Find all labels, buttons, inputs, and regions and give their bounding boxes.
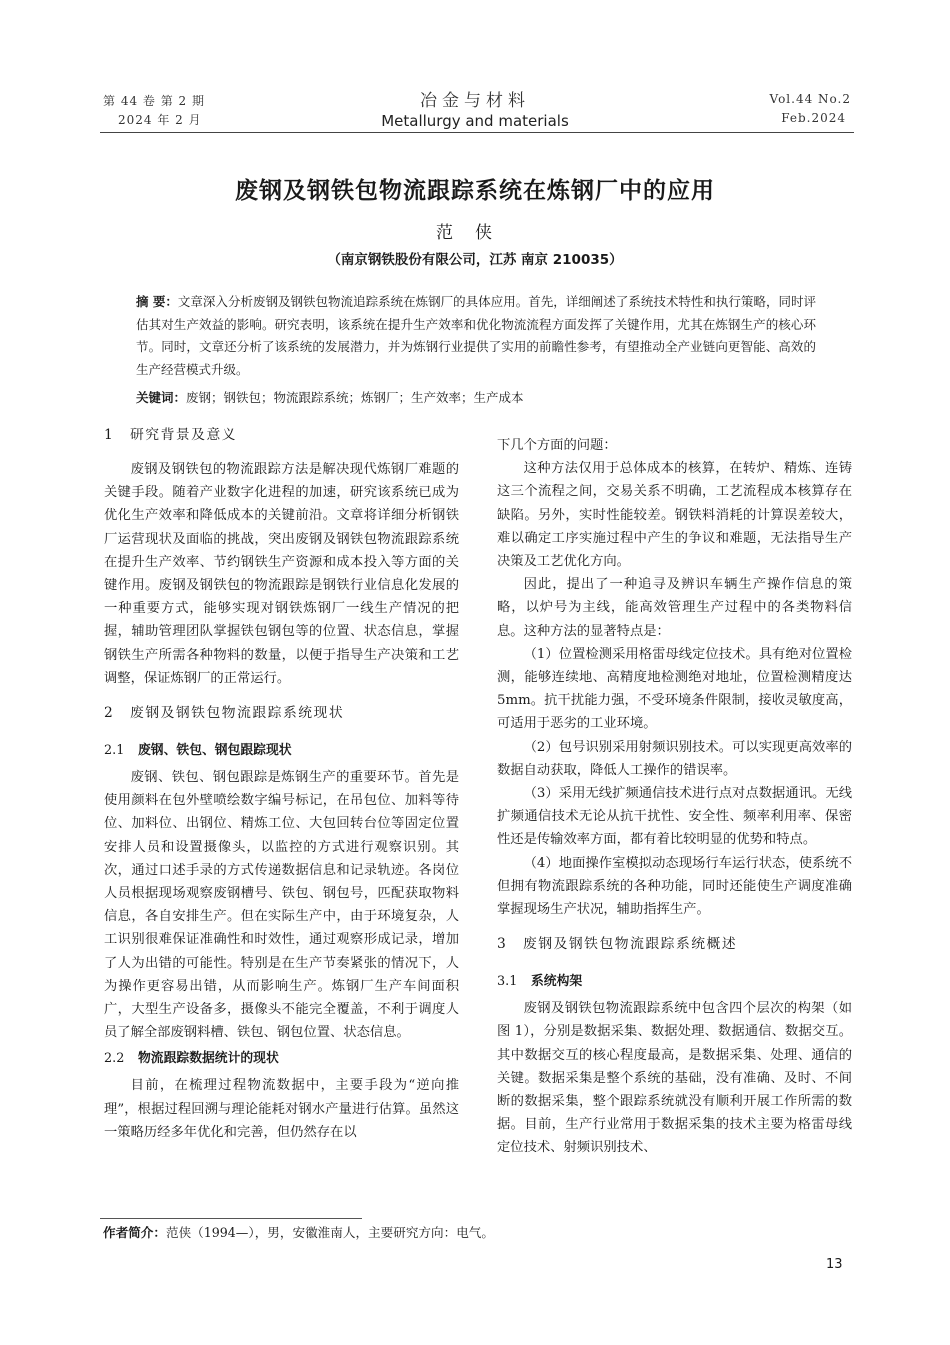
paragraph: （3）采用无线扩频通信技术进行点对点数据通讯。无线扩频通信技术无论从抗干扰性、安全性、频率利用率、保密性还是传输效率方面，都有着比较明显的优势和特点。 — [497, 786, 852, 848]
section-heading: 3 废钢及钢铁包物流跟踪系统概述 — [497, 936, 738, 953]
abstract-label: 摘 要： — [136, 294, 178, 309]
date-cn: 2024 年 2 月 — [118, 113, 202, 127]
paragraph: 这种方法仅用于总体成本的核算，在转炉、精炼、连铸这三个流程之间，交易关系不明确，工艺流程成本核算存在缺陷。另外，实时性能较差。钢铁料消耗的计算误差较大，难以确定工序实施过程中产生的争议和难题，无法指导生产决策及工艺优化方向。 — [497, 461, 852, 570]
journal-name-cn: 冶金与材料 — [420, 91, 530, 111]
keywords-label: 关键词： — [136, 390, 187, 405]
paragraph: 目前，在梳理过程物流数据中，主要手段为“逆向推理”，根据过程回溯与理论能耗对钢水产量进行估算。虽然这一策略历经多年优化和完善，但仍然存在以 — [104, 1078, 459, 1140]
paragraph: （2）包号识别采用射频识别技术。可以实现更高效率的数据自动获取，降低人工操作的错误率。 — [497, 739, 852, 778]
footnote-text: 范侠（1994—），男，安徽淮南人，主要研究方向：电气。 — [165, 1225, 494, 1240]
subsection-heading: 2.1 废钢、铁包、钢包跟踪现状 — [104, 743, 292, 759]
date-en: Feb.2024 — [781, 111, 846, 125]
abstract — [136, 291, 816, 381]
paragraph: 下几个方面的问题： — [497, 438, 617, 453]
footnote-rule — [100, 1218, 362, 1219]
footnote-label: 作者简介： — [103, 1225, 166, 1240]
author-name: 范侠 — [436, 223, 514, 243]
paragraph: 废钢及钢铁包物流跟踪系统中包含四个层次的构架（如图 1），分别是数据采集、数据处理、数据通信、数据交互。其中数据交互的核心程度最高，是数据采集、处理、通信的关键。数据采集是整个系统的基础，没有准确、及时、不间断的数据采集，整个跟踪系统就没有顺利开展工作所需的数据。目前，生产行业常用于数据采集的技术主要为格雷母线定位技术、射频识别技术、 — [497, 1001, 852, 1156]
subsection-heading: 2.2 物流跟踪数据统计的现状 — [104, 1051, 279, 1067]
paragraph: （1）位置检测采用格雷母线定位技术。具有绝对位置检测，能够连续地、高精度地检测绝对地址，位置检测精度达 5mm。抗干扰能力强，不受环境条件限制，接收灵敏度高，可适用于恶劣的工业环境。 — [497, 646, 852, 732]
subsection-heading: 3.1 系统构架 — [497, 974, 583, 990]
volume-issue-en: Vol.44 No.2 — [769, 92, 851, 106]
right-column — [497, 434, 852, 1160]
section-heading: 1 研究背景及意义 — [104, 427, 238, 443]
paragraph: 废钢及钢铁包的物流跟踪方法是解决现代炼钢厂难题的关键手段。随着产业数字化进程的加速，研究该系统已成为优化生产效率和降低成本的关键前沿。文章将详细分析钢铁厂运营现状及面临的挑战，突出废钢及钢铁包物流跟踪系统在提升生产效率、节约钢铁生产资源和成本投入等方面的关键作用。废钢及钢铁包的物流跟踪是钢铁行业信息化发展的一种重要方式，能够实现对钢铁炼钢厂一线生产情况的把握，辅助管理团队掌握铁包钢包等的位置、状态信息，掌握钢铁生产所需各种物料的数量，以便于指导生产决策和工艺调整，保证炼钢厂的正常运行。 — [104, 462, 459, 686]
article-title: 废钢及钢铁包物流跟踪系统在炼钢厂中的应用 — [235, 178, 715, 204]
left-column — [104, 412, 459, 1144]
paragraph: 废钢、铁包、钢包跟踪是炼钢生产的重要环节。首先是使用颜料在包外壁喷绘数字编号标记，在吊包位、加料等待位、加料位、出钢位、精炼工位、大包回转台位等固定位置安排人员和设置摄像头，以监控的方式进行观察识别。其次，通过口述手录的方式传递数据信息和记录轨迹。各岗位人员根据现场观察废钢槽号、铁包、钢包号，匹配获取物料信息，各自安排生产。但在实际生产中，由于环境复杂，人工识别很难保证准确性和时效性，通过观察形成记录，增加了人为出错的可能性。特别是在生产节奏紧张的情况下，人为操作更容易出错，从而影响生产。炼钢厂生产车间面积广，大型生产设备多，摄像头不能完全覆盖，不利于调度人员了解全部废钢料槽、铁包、钢包位置、状态信息。 — [104, 770, 459, 1041]
keywords — [136, 388, 816, 408]
keywords-text: 废钢；钢铁包；物流跟踪系统；炼钢厂；生产效率；生产成本 — [186, 390, 524, 405]
affiliation: （南京钢铁股份有限公司，江苏 南京 210035） — [327, 252, 623, 268]
header-rule — [100, 132, 854, 133]
journal-name-en: Metallurgy and materials — [381, 112, 569, 130]
paragraph: （4）地面操作室模拟动态现场行车运行状态，使系统不但拥有物流跟踪系统的各种功能，同时还能使生产调度准确掌握现场生产状况，辅助指挥生产。 — [497, 855, 852, 918]
section-heading: 2 废钢及钢铁包物流跟踪系统现状 — [104, 705, 345, 722]
abstract-text: 文章深入分析废钢及钢铁包物流追踪系统在炼钢厂的具体应用。首先，详细阐述了系统技术特性和执行策略，同时评估其对生产效益的影响。研究表明，该系统在提升生产效率和优化物流流程方面发挥了关键作用，尤其在炼钢生产的核心环节。同时，文章还分析了该系统的发展潜力，并为炼钢行业提供了实用的前瞻性参考，有望推动全产业链向更智能、高效的生产经营模式升级。 — [136, 294, 816, 377]
paragraph: 因此，提出了一种追寻及辨识车辆生产操作信息的策略，以炉号为主线，能高效管理生产过程中的各类物料信息。这种方法的显著特点是： — [497, 577, 852, 639]
page-number: 13 — [826, 1257, 843, 1272]
author-footnote — [103, 1222, 494, 1241]
volume-issue-cn: 第 44 卷 第 2 期 — [103, 94, 205, 108]
